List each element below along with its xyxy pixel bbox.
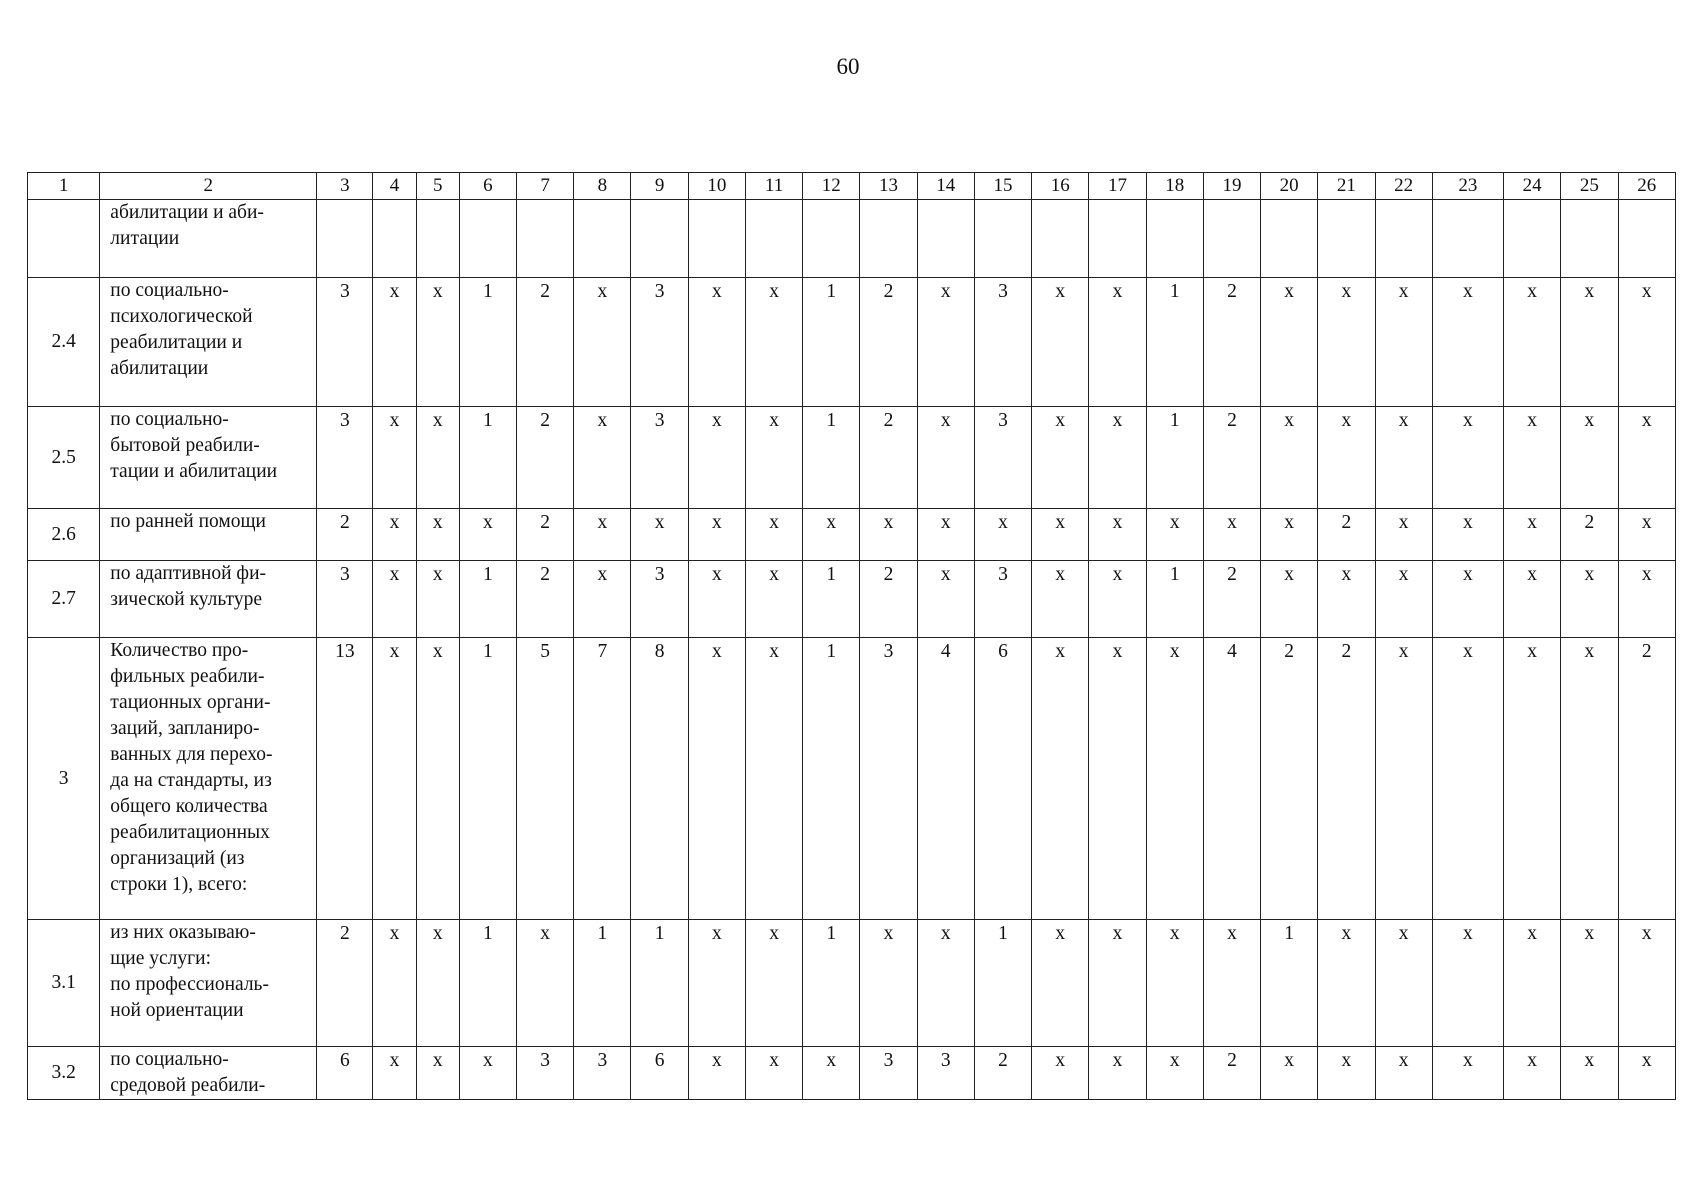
column-number-header: 19	[1203, 173, 1260, 200]
table-cell: х	[1504, 509, 1561, 561]
table-cell: 2	[517, 561, 574, 638]
table-cell: 2	[860, 407, 917, 509]
table-cell	[1146, 200, 1203, 278]
table-cell: х	[416, 407, 459, 509]
table-cell: х	[745, 278, 802, 407]
table-cell: х	[688, 638, 745, 920]
table-cell: х	[1504, 561, 1561, 638]
table-cell: х	[1032, 509, 1089, 561]
table-cell: 1	[459, 407, 516, 509]
table-cell: 3	[974, 278, 1031, 407]
table-cell: х	[1504, 920, 1561, 1047]
row-number: 2.5	[28, 407, 100, 509]
table-cell: х	[1561, 278, 1618, 407]
column-number-header: 25	[1561, 173, 1618, 200]
table-cell: 2	[517, 407, 574, 509]
table-cell: 1	[1146, 561, 1203, 638]
table-cell: х	[745, 509, 802, 561]
table-cell	[574, 200, 631, 278]
table-cell: 3	[631, 278, 688, 407]
table-cell: х	[1618, 920, 1675, 1047]
table-cell: х	[459, 1047, 516, 1100]
table-cell: 2	[1618, 638, 1675, 920]
table-cell: х	[745, 638, 802, 920]
table-cell: х	[1261, 561, 1318, 638]
table-cell: х	[1146, 509, 1203, 561]
table-cell: х	[1618, 1047, 1675, 1100]
data-table	[27, 172, 1676, 1100]
column-number-header: 1	[28, 173, 100, 200]
table-cell: 1	[803, 638, 860, 920]
table-cell: 6	[974, 638, 1031, 920]
table-cell: х	[1504, 407, 1561, 509]
column-number-header: 5	[416, 173, 459, 200]
table-cell: х	[1618, 561, 1675, 638]
table-cell: х	[1561, 561, 1618, 638]
table-cell: х	[917, 920, 974, 1047]
table-cell: х	[1032, 407, 1089, 509]
table-cell: х	[1618, 278, 1675, 407]
table-cell	[1089, 200, 1146, 278]
table-cell: х	[416, 278, 459, 407]
table-cell: х	[1032, 278, 1089, 407]
table-cell: х	[373, 407, 416, 509]
column-number-header: 6	[459, 173, 516, 200]
column-number-header: 15	[974, 173, 1031, 200]
table-row	[28, 407, 1676, 509]
table-cell: 3	[317, 561, 373, 638]
table-cell	[745, 200, 802, 278]
table-cell: 7	[574, 638, 631, 920]
table-cell: х	[1375, 638, 1432, 920]
column-number-header: 12	[803, 173, 860, 200]
table-cell: х	[1375, 561, 1432, 638]
column-number-header: 26	[1618, 173, 1675, 200]
table-cell: х	[1318, 920, 1375, 1047]
table-cell: х	[1146, 638, 1203, 920]
table-cell: 3	[974, 407, 1031, 509]
table-cell: х	[373, 561, 416, 638]
column-number-header: 16	[1032, 173, 1089, 200]
row-label: абилитации и аби- литации	[100, 200, 317, 278]
table-cell: 4	[917, 638, 974, 920]
table-cell: х	[1261, 1047, 1318, 1100]
table-cell: 2	[1318, 638, 1375, 920]
table-cell: х	[1318, 1047, 1375, 1100]
table-cell: х	[1203, 920, 1260, 1047]
table-row	[28, 509, 1676, 561]
table-cell: х	[1618, 407, 1675, 509]
table-cell: х	[1432, 407, 1503, 509]
table-cell: 2	[1203, 561, 1260, 638]
table-cell: 2	[517, 278, 574, 407]
table-cell: 3	[517, 1047, 574, 1100]
table-cell: х	[1375, 407, 1432, 509]
table-cell: 1	[631, 920, 688, 1047]
column-number-header: 10	[688, 173, 745, 200]
table-cell	[1561, 200, 1618, 278]
table-cell	[1203, 200, 1260, 278]
table-cell: 5	[517, 638, 574, 920]
table-cell: х	[1032, 920, 1089, 1047]
table-cell: х	[1089, 278, 1146, 407]
row-label: по социально- бытовой реабили- тации и абилитации	[100, 407, 317, 509]
column-number-header: 24	[1504, 173, 1561, 200]
table-cell: х	[416, 561, 459, 638]
table-cell: х	[574, 278, 631, 407]
row-number: 2.6	[28, 509, 100, 561]
table-cell: х	[517, 920, 574, 1047]
page-number: 60	[836, 54, 860, 79]
table-cell: х	[1375, 920, 1432, 1047]
table-cell: х	[1432, 1047, 1503, 1100]
table-cell: х	[917, 561, 974, 638]
row-number: 3.1	[28, 920, 100, 1047]
table-cell	[517, 200, 574, 278]
table-cell: х	[373, 278, 416, 407]
column-number-header: 3	[317, 173, 373, 200]
table-cell: 2	[1561, 509, 1618, 561]
table-cell: 3	[317, 407, 373, 509]
column-number-header-row	[28, 173, 1676, 200]
row-number: 2.7	[28, 561, 100, 638]
table-cell	[373, 200, 416, 278]
table-cell: 6	[317, 1047, 373, 1100]
table-cell	[1375, 200, 1432, 278]
table-cell: х	[1318, 407, 1375, 509]
table-cell: 6	[631, 1047, 688, 1100]
table-cell: х	[745, 920, 802, 1047]
row-number: 3.2	[28, 1047, 100, 1100]
row-label: из них оказываю- щие услуги: по профессиональ- ной ориентации	[100, 920, 317, 1047]
table-cell: х	[574, 407, 631, 509]
column-number-header: 4	[373, 173, 416, 200]
table-cell: х	[688, 561, 745, 638]
table-cell: х	[1432, 920, 1503, 1047]
table-cell: х	[1504, 278, 1561, 407]
table-cell: х	[1318, 561, 1375, 638]
table-cell: х	[688, 1047, 745, 1100]
table-cell: х	[688, 407, 745, 509]
table-cell: х	[416, 638, 459, 920]
column-number-header: 14	[917, 173, 974, 200]
table-cell: 1	[459, 638, 516, 920]
column-number-header: 11	[745, 173, 802, 200]
table-cell: х	[1032, 1047, 1089, 1100]
table-cell: х	[574, 561, 631, 638]
column-number-header: 7	[517, 173, 574, 200]
table-cell: х	[1561, 1047, 1618, 1100]
table-cell: х	[1261, 407, 1318, 509]
table-cell: х	[974, 509, 1031, 561]
table-cell: 3	[631, 407, 688, 509]
table-cell: х	[373, 638, 416, 920]
table-cell: х	[1146, 920, 1203, 1047]
column-number-header: 21	[1318, 173, 1375, 200]
table-cell: х	[1032, 638, 1089, 920]
table-cell: 1	[459, 920, 516, 1047]
table-cell: х	[1089, 407, 1146, 509]
table-cell: х	[1432, 638, 1503, 920]
table-cell: 3	[860, 1047, 917, 1100]
table-cell: 3	[317, 278, 373, 407]
table-cell: х	[459, 509, 516, 561]
table-cell: х	[745, 407, 802, 509]
table-cell: х	[860, 509, 917, 561]
table-cell: х	[688, 509, 745, 561]
table-cell	[803, 200, 860, 278]
table-cell: х	[1146, 1047, 1203, 1100]
table-cell: х	[860, 920, 917, 1047]
table-cell: 1	[459, 561, 516, 638]
table-cell: х	[1561, 638, 1618, 920]
row-label: Количество про- фильных реабили- тационных органи- заций, запланиро- ванных для перехо- да на стандарты, из общего количества реабилитационных организаций (из строки 1), всего:	[100, 638, 317, 920]
table-cell: х	[416, 920, 459, 1047]
table-cell: х	[745, 561, 802, 638]
table-cell: х	[688, 278, 745, 407]
table-cell: 2	[1318, 509, 1375, 561]
table-cell	[688, 200, 745, 278]
table-cell	[1504, 200, 1561, 278]
row-label: по социально- психологической реабилитации и абилитации	[100, 278, 317, 407]
table-cell: 2	[317, 509, 373, 561]
table-cell	[1032, 200, 1089, 278]
table-cell: х	[1432, 509, 1503, 561]
column-number-header: 13	[860, 173, 917, 200]
table-cell: х	[1504, 638, 1561, 920]
row-label: по ранней помощи	[100, 509, 317, 561]
table-cell: 2	[1203, 278, 1260, 407]
table-cell: х	[803, 509, 860, 561]
table-cell: 3	[917, 1047, 974, 1100]
table-cell: х	[1318, 278, 1375, 407]
column-number-header: 17	[1089, 173, 1146, 200]
table-cell: х	[1432, 278, 1503, 407]
table-cell: 1	[803, 407, 860, 509]
table-cell: х	[631, 509, 688, 561]
table-row	[28, 920, 1676, 1047]
table-cell: х	[1375, 1047, 1432, 1100]
table-cell	[416, 200, 459, 278]
table-cell: 8	[631, 638, 688, 920]
table-cell	[860, 200, 917, 278]
table-cell: х	[373, 509, 416, 561]
row-label: по адаптивной фи- зической культуре	[100, 561, 317, 638]
column-number-header: 23	[1432, 173, 1503, 200]
column-number-header: 8	[574, 173, 631, 200]
table-cell: 2	[860, 278, 917, 407]
table-cell: 3	[974, 561, 1031, 638]
table-cell: 2	[517, 509, 574, 561]
table-cell	[1432, 200, 1503, 278]
table-cell: 1	[803, 278, 860, 407]
table-cell: х	[1089, 920, 1146, 1047]
table-cell: 2	[1261, 638, 1318, 920]
table-row	[28, 561, 1676, 638]
row-number: 3	[28, 638, 100, 920]
table-cell	[1618, 200, 1675, 278]
table-cell: 2	[317, 920, 373, 1047]
table-cell: х	[745, 1047, 802, 1100]
table-cell: 1	[1146, 278, 1203, 407]
table-cell: 3	[860, 638, 917, 920]
column-number-header: 9	[631, 173, 688, 200]
table-cell: х	[1089, 1047, 1146, 1100]
table-cell	[317, 200, 373, 278]
table-cell: х	[1504, 1047, 1561, 1100]
column-number-header: 2	[100, 173, 317, 200]
table-cell: 1	[803, 561, 860, 638]
table-cell: 4	[1203, 638, 1260, 920]
table-cell: х	[1618, 509, 1675, 561]
table-cell: х	[1561, 407, 1618, 509]
table-cell: х	[1089, 509, 1146, 561]
table-row	[28, 200, 1676, 278]
table-cell: 3	[574, 1047, 631, 1100]
table-cell	[1261, 200, 1318, 278]
table-cell: х	[1261, 509, 1318, 561]
table-row	[28, 638, 1676, 920]
table-cell	[459, 200, 516, 278]
table-cell	[631, 200, 688, 278]
table-cell	[1318, 200, 1375, 278]
table-cell: 1	[1146, 407, 1203, 509]
table-cell: 1	[803, 920, 860, 1047]
table-cell: 1	[1261, 920, 1318, 1047]
table-cell: 3	[631, 561, 688, 638]
table-cell: 2	[974, 1047, 1031, 1100]
row-label: по социально- средовой реабили-	[100, 1047, 317, 1100]
table-cell: х	[1432, 561, 1503, 638]
table-cell: х	[373, 920, 416, 1047]
table-cell: х	[1375, 278, 1432, 407]
table-cell: 2	[860, 561, 917, 638]
table-cell: х	[1089, 561, 1146, 638]
table-cell: х	[688, 920, 745, 1047]
table-cell: х	[1561, 920, 1618, 1047]
row-number	[28, 200, 100, 278]
table-cell: 13	[317, 638, 373, 920]
table-cell: 1	[459, 278, 516, 407]
table-cell: х	[917, 509, 974, 561]
table-cell: х	[1203, 509, 1260, 561]
column-number-header: 20	[1261, 173, 1318, 200]
table-cell: х	[1032, 561, 1089, 638]
table-cell: 1	[574, 920, 631, 1047]
table-cell: х	[917, 278, 974, 407]
table-cell	[974, 200, 1031, 278]
table-cell: х	[803, 1047, 860, 1100]
column-number-header: 22	[1375, 173, 1432, 200]
table-cell: х	[416, 1047, 459, 1100]
table-cell: х	[1089, 638, 1146, 920]
table-cell: 1	[974, 920, 1031, 1047]
column-number-header: 18	[1146, 173, 1203, 200]
table-cell	[917, 200, 974, 278]
table-cell: х	[917, 407, 974, 509]
table-cell: х	[416, 509, 459, 561]
table-cell: 2	[1203, 407, 1260, 509]
table-cell: х	[1375, 509, 1432, 561]
table-cell: 2	[1203, 1047, 1260, 1100]
table-cell: х	[574, 509, 631, 561]
row-number: 2.4	[28, 278, 100, 407]
table-cell: х	[373, 1047, 416, 1100]
table-row	[28, 1047, 1676, 1100]
table-cell: х	[1261, 278, 1318, 407]
table-row	[28, 278, 1676, 407]
